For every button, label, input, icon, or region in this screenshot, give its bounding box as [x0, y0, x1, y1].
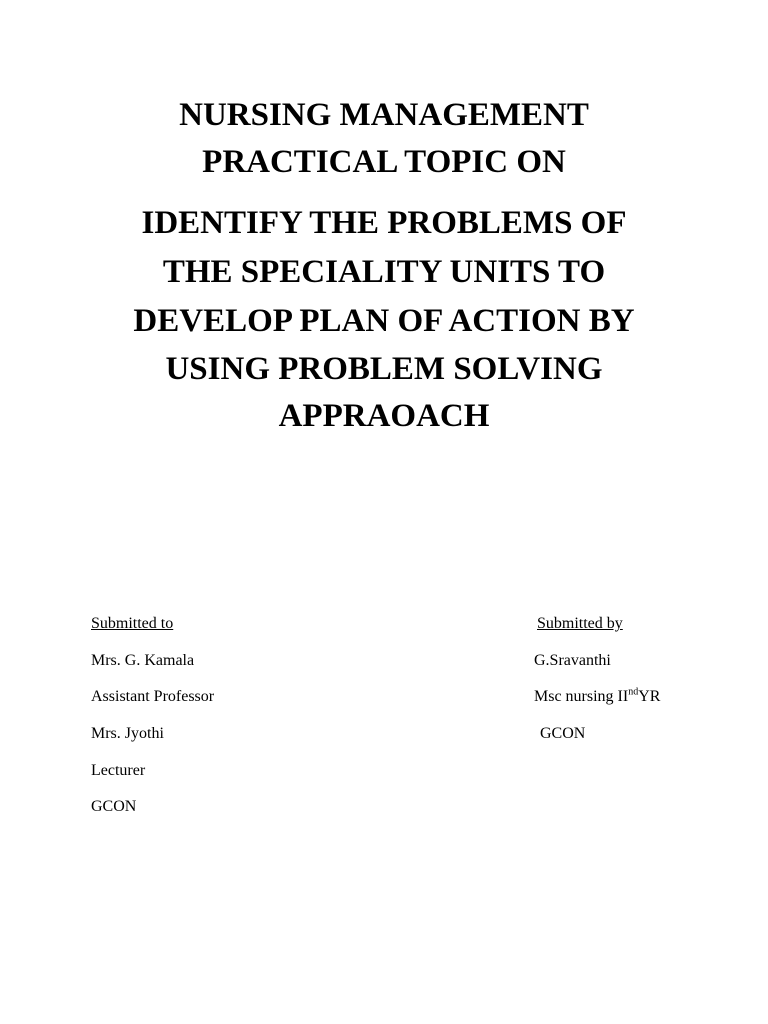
course-superscript: nd — [628, 686, 639, 698]
supervisor-2-name: Mrs. Jyothi — [91, 725, 164, 742]
supervisor-1-name: Mrs. G. Kamala — [91, 652, 195, 669]
topic-line-5: APPRAOACH — [278, 398, 490, 434]
submitted-by-label: Submitted by — [537, 615, 623, 632]
student-course — [534, 687, 660, 707]
supervisor-1-title: Assistant Professor — [91, 688, 215, 705]
topic-line-3: DEVELOP PLAN OF ACTION BY — [133, 303, 635, 339]
course-prefix: Msc nursing II — [534, 688, 629, 705]
student-name: G.Sravanthi — [534, 652, 611, 669]
topic-line-2: THE SPECIALITY UNITS TO — [162, 254, 606, 290]
topic-line-1: IDENTIFY THE PROBLEMS OF — [141, 205, 627, 241]
topic-line-4: USING PROBLEM SOLVING — [165, 351, 603, 387]
supervisor-2-title: Lecturer — [91, 762, 146, 779]
submitted-to-label: Submitted to — [91, 615, 174, 632]
title-line-2: PRACTICAL TOPIC ON — [202, 144, 566, 180]
submitted-to-institution: GCON — [91, 798, 137, 815]
title-line-1: NURSING MANAGEMENT — [179, 97, 589, 133]
course-suffix: YR — [638, 688, 661, 705]
submitted-by-institution: GCON — [540, 725, 586, 742]
